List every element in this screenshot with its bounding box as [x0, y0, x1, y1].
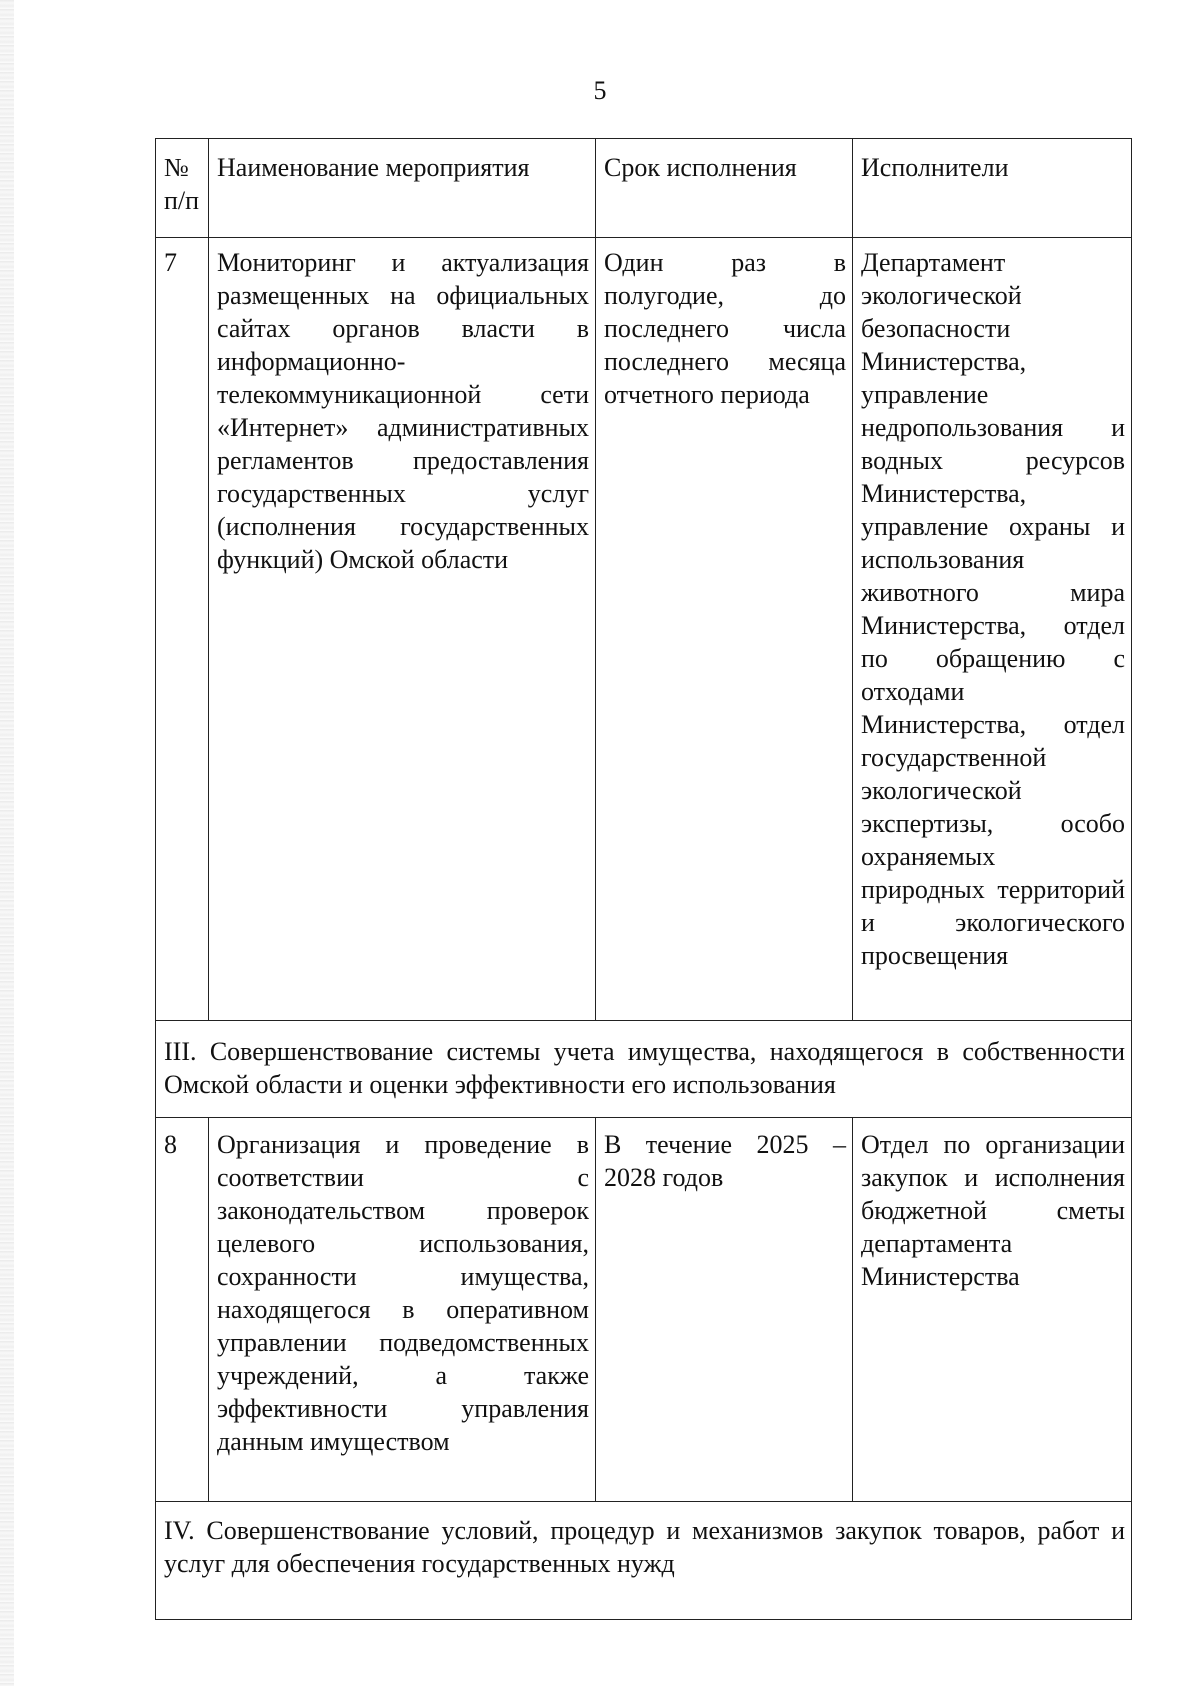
- table-row: [156, 1118, 1132, 1502]
- scan-edge: [0, 0, 14, 1686]
- header-executors: Исполнители: [853, 139, 1132, 238]
- table-row: [156, 238, 1132, 1021]
- header-name: Наименование мероприятия: [209, 139, 596, 238]
- section-heading-3: III. Совершенствование системы учета имущества, находящегося в собственности Омской области и оценки эффективности его использования: [156, 1021, 1132, 1118]
- row-measure-name: Организация и проведение в соответствии с законодательством проверок целевого использования, сохранности имущества, находящегося в оперативном управлении подведомственных учреждений, а также эффективности управления данным имуществом: [209, 1118, 596, 1502]
- row-term: Один раз в полугодие, до последнего числа последнего месяца отчетного периода: [596, 238, 853, 1021]
- section-row: [156, 1502, 1132, 1620]
- section-row: [156, 1021, 1132, 1118]
- measures-table: [155, 138, 1132, 1620]
- row-number: 8: [156, 1118, 209, 1502]
- row-executors: Отдел по организации закупок и исполнения бюджетной сметы департамента Министерства: [853, 1118, 1132, 1502]
- section-heading-4: IV. Совершенствование условий, процедур и механизмов закупок товаров, работ и услуг для обеспечения государственных нужд: [156, 1502, 1132, 1620]
- page-number: 5: [593, 76, 607, 105]
- row-measure-name: Мониторинг и актуализация размещенных на официальных сайтах органов власти в информационно-телекоммуникационной сети «Интернет» административных регламентов предоставления государственных услуг (исполнения государственных функций) Омской области: [209, 238, 596, 1021]
- table-header-row: [156, 139, 1132, 238]
- header-term: Срок исполнения: [596, 139, 853, 238]
- header-number: № п/п: [156, 139, 209, 238]
- row-executors: Департамент экологической безопасности Министерства, управление недропользования и водных ресурсов Министерства, управление охраны и использования животного мира Министерства, отдел по обращению с отходами Министерства, отдел государственной экологической экспертизы, особо охраняемых природных территорий и экологического просвещения: [853, 238, 1132, 1021]
- row-number: 7: [156, 238, 209, 1021]
- row-term: В течение 2025 – 2028 годов: [596, 1118, 853, 1502]
